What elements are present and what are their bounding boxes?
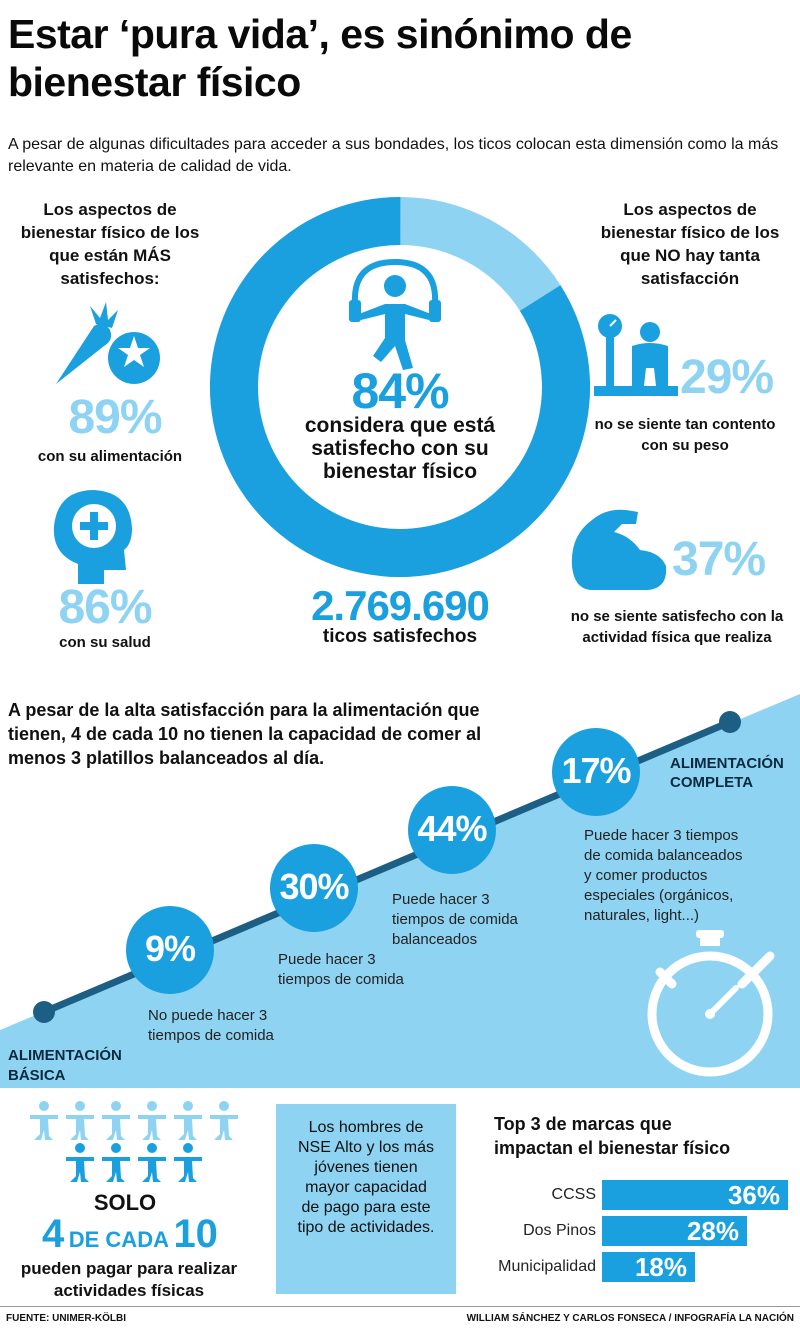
people-grid-icon (30, 1098, 250, 1190)
brand-bar: 18% (602, 1252, 695, 1282)
person-icon (102, 1101, 130, 1140)
step-pct-17: 17% (561, 750, 631, 791)
weight-caption: no se siente tan contento con su peso (594, 416, 776, 454)
four-number: 4 (42, 1212, 65, 1256)
intro-text: A pesar de algunas dificultades para acceder a sus bondades, los ticos colocan esta dimensión como la más relevante en materia de calidad de vida. (8, 136, 779, 175)
step-pct-9: 9% (144, 928, 196, 969)
ramp-start-dot (33, 1001, 55, 1023)
scale-person-icon (594, 312, 678, 396)
page-title: Estar ‘pura vida’, es sinónimo de bienestar físico (8, 11, 632, 105)
head-health-icon (48, 484, 138, 584)
step-note-9: No puede hacer 3 tiempos de comida (148, 1007, 274, 1044)
person-icon (174, 1143, 202, 1182)
ten-number: 10 (173, 1212, 218, 1256)
less-satisfied-heading: Los aspectos de bienestar físico de los que NO hay tanta satisfacción (600, 200, 780, 288)
person-icon (66, 1143, 94, 1182)
person-icon (66, 1101, 94, 1140)
food-intro: A pesar de la alta satisfacción para la alimentación que tienen, 4 de cada 10 no tienen la capacidad de comer al menos 3 platillos balanceados al día. (8, 700, 482, 768)
person-icon (174, 1101, 202, 1140)
activity-caption: no se siente satisfecho con la actividad física que realiza (570, 608, 784, 646)
de-cada-label: DE CADA (68, 1227, 169, 1252)
solo-label: SOLO (93, 1190, 157, 1215)
activity-pct: 37% (672, 533, 766, 586)
brand-label: Municipalidad (498, 1258, 596, 1275)
weight-pct: 29% (680, 351, 774, 404)
step-pct-30: 30% (279, 866, 349, 907)
label-basic-food: ALIMENTACIÓN BÁSICA (8, 1047, 122, 1084)
satisfied-count-caption: ticos satisfechos (322, 626, 478, 647)
footer-divider (0, 1306, 800, 1307)
satisfied-count: 2.769.690 (311, 582, 489, 629)
person-icon (210, 1101, 238, 1140)
health-satisfaction-pct: 86% (58, 581, 152, 634)
brand-bar: 36% (602, 1180, 788, 1210)
ramp-end-dot (719, 711, 741, 733)
physical-wellbeing-caption: considera que está satisfecho con su bienestar físico (304, 414, 496, 483)
brand-label: CCSS (551, 1186, 596, 1203)
flexed-arm-icon (570, 506, 670, 592)
physical-wellbeing-pct: 84% (351, 363, 449, 419)
brand-label: Dos Pinos (523, 1222, 596, 1239)
person-icon (30, 1101, 58, 1140)
person-icon (102, 1143, 130, 1182)
brand-bar: 28% (602, 1216, 747, 1246)
step-note-44: Puede hacer 3 tiempos de comida balanceados (392, 891, 518, 948)
step-note-17: Puede hacer 3 tiempos de comida balanceados y comer productos especiales (orgánicos, naturales, light...) (584, 827, 743, 924)
footer-credits: WILLIAM SÁNCHEZ Y CARLOS FONSECA / INFOGRAFÍA LA NACIÓN (466, 1313, 794, 1324)
food-satisfaction-pct: 89% (68, 391, 162, 444)
person-icon (138, 1143, 166, 1182)
person-icon (138, 1101, 166, 1140)
note-box (276, 1104, 456, 1294)
four-of-ten (30, 1212, 230, 1257)
carrot-tomato-icon (48, 300, 166, 390)
step-note-30: Puede hacer 3 tiempos de comida (278, 951, 404, 988)
brands-title: Top 3 de marcas que impactan el bienestar físico (494, 1114, 731, 1158)
step-pct-44: 44% (417, 808, 487, 849)
note-text: Los hombres de NSE Alto y los más jóvenes tienen mayor capacidad de pago para este tipo de actividades. (297, 1119, 435, 1236)
label-complete-food: ALIMENTACIÓN COMPLETA (670, 755, 784, 791)
health-satisfaction-caption: con su salud (59, 634, 151, 651)
more-satisfied-heading: Los aspectos de bienestar físico de los que están MÁS satisfechos: (20, 200, 200, 288)
food-satisfaction-caption: con su alimentación (37, 448, 183, 465)
footer-source: FUENTE: UNIMER-KÖLBI (6, 1313, 126, 1324)
jump-rope-icon (345, 258, 445, 376)
activity-caption: pueden pagar para realizar actividades físicas (20, 1259, 238, 1300)
